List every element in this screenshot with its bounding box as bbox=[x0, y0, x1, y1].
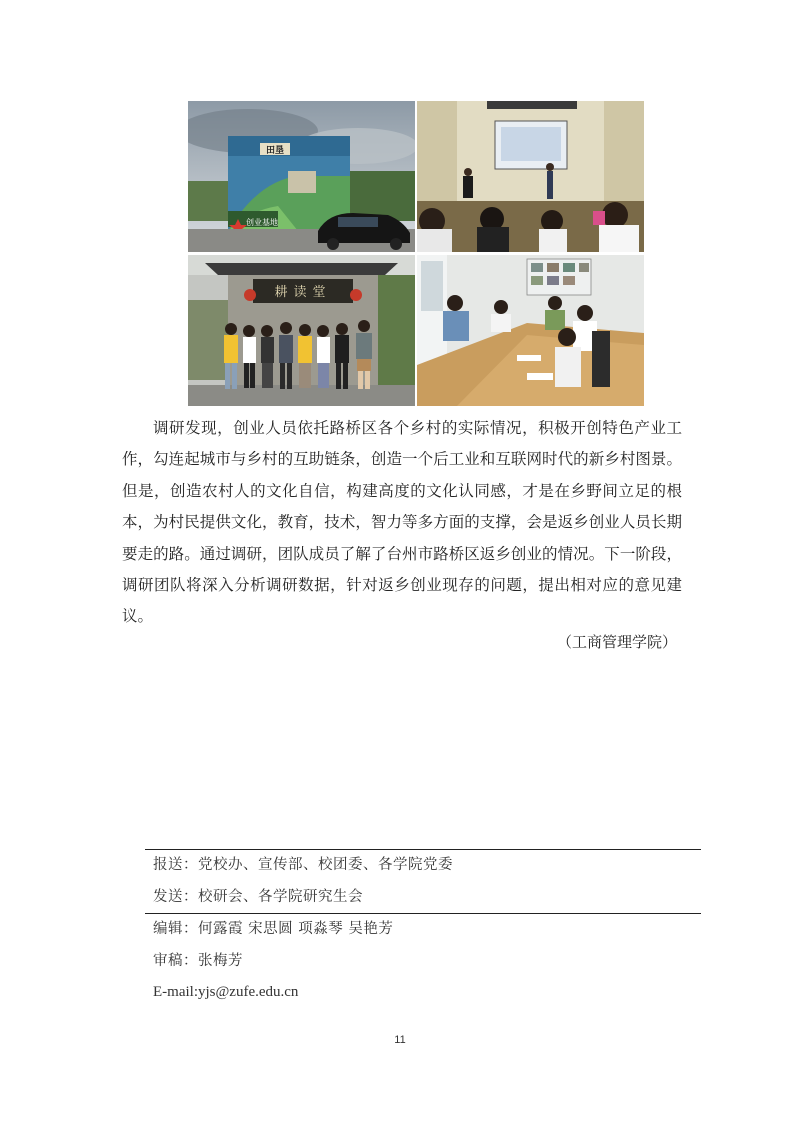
editors-label: 编辑 ： bbox=[153, 921, 198, 937]
send-label: 发送 ： bbox=[153, 889, 198, 905]
reviewer-line bbox=[145, 946, 701, 978]
building-banner-text: 创业基地 bbox=[246, 218, 278, 227]
body-paragraph: 调研发现，创业人员依托路桥区各个乡村的实际情况，积极开创特色产业工作，勾连起城市与乡村的互助链条，创造一个后工业和互联网时代的新乡村图景。但是，创造农村人的文化自信，构建高度的文化认同感，才是在乡野间立足的根本，为村民提供文化，教育，技术，智力等多方面的支撑，会是返乡创业人员长期要走的路。通过调研，团队成员了解了台州市路桥区返乡创业的情况。下一阶段，调研团队将深入分析调研数据，针对返乡创业现存的问题，提出相对应的意见建议。 bbox=[122, 419, 682, 626]
editors-line bbox=[145, 914, 701, 946]
photo-presentation-room bbox=[417, 101, 644, 252]
report-value: 党校办、宣传部、校团委、各学院党委 bbox=[198, 857, 453, 873]
photo-entrepreneurship-base bbox=[188, 101, 415, 252]
editors-value: 何露霞 宋思圆 项淼琴 吴艳芳 bbox=[198, 921, 394, 937]
photo-collage bbox=[188, 101, 644, 406]
report-line bbox=[145, 850, 701, 882]
page-number: 11 bbox=[394, 1034, 406, 1046]
send-line bbox=[145, 882, 701, 914]
photo-meeting-room bbox=[417, 255, 644, 406]
report-label: 报送 ： bbox=[153, 857, 198, 873]
send-value: 校研会、各学院研究生会 bbox=[198, 888, 363, 905]
email-line: E-mail:yjs@zufe.edu.cn bbox=[153, 984, 299, 1000]
attribution: （工商管理学院） bbox=[556, 633, 677, 651]
distribution-footer bbox=[145, 849, 701, 1009]
reviewer-label: 审稿 ： bbox=[153, 953, 198, 969]
photo-group-at-hall bbox=[188, 255, 415, 406]
building-sign-text: 田垦 bbox=[265, 146, 285, 156]
reviewer-value: 张梅芳 bbox=[198, 952, 243, 969]
hall-plaque-text: 耕读堂 bbox=[274, 285, 332, 300]
